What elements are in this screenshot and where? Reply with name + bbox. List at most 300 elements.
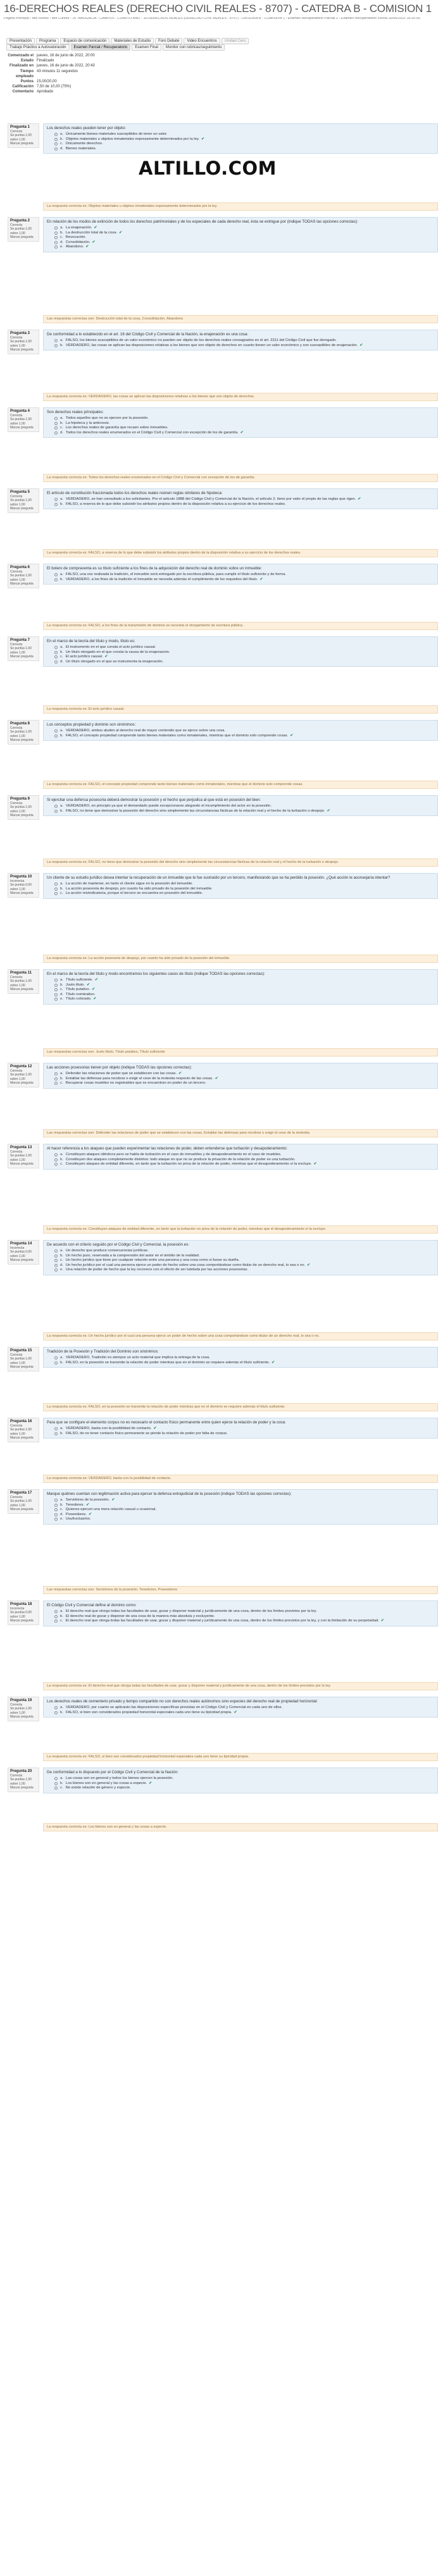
question-status: Correcta <box>10 642 23 647</box>
answer-option[interactable] <box>54 1711 431 1716</box>
radio-icon[interactable] <box>54 892 58 895</box>
option-letter: b. <box>60 502 63 506</box>
answer-option[interactable] <box>54 891 431 896</box>
answer-option[interactable] <box>54 431 431 436</box>
question-text-panel <box>43 1063 438 1089</box>
answer-option[interactable] <box>54 645 431 650</box>
flag-question-link[interactable]: Marcar pregunta <box>10 1508 34 1512</box>
answer-options <box>47 977 434 1002</box>
answer-option[interactable] <box>54 1077 431 1082</box>
question-text: Los conceptos propiedad y dominio son sinónimos: <box>47 722 136 727</box>
question-score: Se puntúa 1,00 sobre 1,00 <box>10 979 32 988</box>
radio-icon[interactable] <box>54 1782 58 1785</box>
option-letter: c. <box>60 426 63 430</box>
radio-icon[interactable] <box>54 339 58 342</box>
check-icon: ✔ <box>290 733 294 738</box>
summary-label: Comenzado el <box>8 54 34 58</box>
flag-question-link[interactable]: Marcar pregunta <box>10 582 34 586</box>
answer-option[interactable] <box>54 997 431 1002</box>
radio-icon[interactable] <box>54 888 58 891</box>
option-text: El derecho real que otorga todas las facultades de usar, gozar y disponer material y jurídicamente de una cosa, dentro de los límites previstos por la ley, y con la limitación de su perpetuidad. <box>65 1619 379 1623</box>
question-score: Se puntúa 1,00 sobre 1,00 <box>10 1499 32 1508</box>
radio-icon[interactable] <box>54 1072 58 1075</box>
question-text: El artículo de constitución fraccionada todos los derechos reales reúnen reglas similares de hipoteca: <box>47 491 223 495</box>
option-text: Objetos materiales u objetos inmateriales expresamente determinados por la ley. <box>65 137 200 141</box>
option-letter: c. <box>60 891 63 896</box>
radio-icon[interactable] <box>54 426 58 430</box>
radio-icon[interactable] <box>54 882 58 886</box>
radio-icon[interactable] <box>54 498 58 501</box>
flag-question-link[interactable]: Marcar pregunta <box>10 1786 34 1790</box>
check-icon: ✔ <box>259 577 263 581</box>
answer-option[interactable] <box>54 1258 431 1263</box>
option-letter: b. <box>60 1076 63 1081</box>
radio-icon[interactable] <box>54 1427 58 1430</box>
option-text: VERDADERO, ambos aluden al derecho real de mayor contenido que se ejerce sobre una cosa. <box>65 729 226 733</box>
flag-question-link[interactable]: Marcar pregunta <box>10 1619 34 1623</box>
radio-icon[interactable] <box>54 147 58 151</box>
radio-icon[interactable] <box>54 1082 58 1085</box>
question-info <box>8 1768 39 1792</box>
question-body <box>43 217 438 323</box>
option-text: Constituyen ataques de entidad diferente, en tanto que la turbación no priva de la relación de poder, mientras que el desapoderamiento sí la excluye. <box>65 1162 312 1167</box>
question-text: Marque quiénes cuentan con legitimación activa para ejercer la defensa extrajudicial de la posesión (indique TODAS las opciones correctas): <box>47 1492 292 1496</box>
radio-icon[interactable] <box>54 1786 58 1790</box>
flag-question-link[interactable]: Marcar pregunta <box>10 738 34 743</box>
answer-option[interactable] <box>54 502 431 507</box>
nav-tab[interactable]: Monitor con rubricas/seguimiento <box>163 44 225 51</box>
question-score: Se puntúa 0,00 sobre 1,00 <box>10 883 32 891</box>
flag-question-link[interactable]: Marcar pregunta <box>10 507 34 511</box>
radio-icon[interactable] <box>54 810 58 813</box>
question-body <box>43 795 438 867</box>
answer-option[interactable] <box>54 1619 431 1624</box>
radio-icon[interactable] <box>54 573 58 576</box>
radio-icon[interactable] <box>54 417 58 420</box>
answer-option[interactable] <box>54 147 431 152</box>
answer-option[interactable] <box>54 729 431 734</box>
radio-icon[interactable] <box>54 651 58 654</box>
question-block <box>8 488 438 557</box>
nav-tab[interactable]: Presentación <box>6 38 35 44</box>
option-letter: b. <box>60 1360 63 1365</box>
answer-option[interactable] <box>54 1517 431 1522</box>
option-letter: a. <box>60 497 63 501</box>
summary-value: 43 minutos 11 segundos <box>37 69 78 73</box>
option-letter: a. <box>60 1776 63 1780</box>
question-info <box>8 330 39 354</box>
question-score: Se puntúa 1,00 sobre 1,00 <box>10 1154 32 1162</box>
summary-row <box>6 58 133 63</box>
answer-option[interactable] <box>54 1254 431 1259</box>
radio-icon[interactable] <box>54 729 58 733</box>
radio-icon[interactable] <box>54 979 58 982</box>
radio-icon[interactable] <box>54 988 58 991</box>
radio-icon[interactable] <box>54 734 58 738</box>
radio-icon[interactable] <box>54 646 58 649</box>
question-number: Pregunta 19 <box>10 1699 32 1702</box>
answer-option[interactable] <box>54 1427 431 1432</box>
answer-option[interactable] <box>54 245 431 250</box>
answer-options <box>47 1070 434 1086</box>
answer-option[interactable] <box>54 1432 431 1437</box>
nav-tab[interactable]: Foro Debate <box>155 38 182 44</box>
answer-option[interactable] <box>54 416 431 421</box>
question-number: Pregunta 7 <box>10 638 30 642</box>
option-text: Título suficiente. <box>65 978 93 982</box>
option-text: La destrucción total de la cosa. <box>65 230 118 235</box>
question-block <box>8 217 438 323</box>
radio-icon[interactable] <box>54 344 58 347</box>
radio-icon[interactable] <box>54 1077 58 1081</box>
radio-icon[interactable] <box>54 1158 58 1161</box>
radio-icon[interactable] <box>54 1268 58 1272</box>
summary-row <box>6 89 133 94</box>
option-letter: a. <box>60 132 63 136</box>
question-number: Pregunta 1 <box>10 125 30 129</box>
question-text: En el marco de la teoría del título y modo encontramos los siguientes casos de título (indique TODAS las opciones correctas): <box>47 972 265 976</box>
flag-question-link[interactable]: Marcar pregunta <box>10 988 34 992</box>
question-body <box>43 1347 438 1411</box>
answer-option[interactable] <box>54 421 431 426</box>
option-letter: b. <box>60 343 63 347</box>
question-number: Pregunta 20 <box>10 1769 32 1773</box>
radio-icon[interactable] <box>54 998 58 1001</box>
question-number: Pregunta 15 <box>10 1349 32 1353</box>
option-text: Un derecho que produce consecuencias jurídicas. <box>65 1249 149 1253</box>
option-letter: b. <box>60 808 63 813</box>
nav-tab[interactable]: Video Encuentros <box>184 38 220 44</box>
radio-icon[interactable] <box>54 1254 58 1258</box>
answer-option[interactable] <box>54 132 431 137</box>
summary-row <box>6 69 133 79</box>
flag-question-link[interactable]: Marcar pregunta <box>10 814 34 818</box>
answer-option[interactable] <box>54 804 431 809</box>
question-info <box>8 1418 39 1442</box>
question-text-panel <box>43 720 438 741</box>
answer-option[interactable] <box>54 231 431 236</box>
option-text: El acto jurídico causal. <box>65 655 103 659</box>
answer-option[interactable] <box>54 1263 431 1268</box>
flag-question-link[interactable]: Marcar pregunta <box>10 1715 34 1719</box>
radio-icon[interactable] <box>54 422 58 425</box>
summary-value: 7,50 de 10,00 (75%) <box>37 85 72 89</box>
answer-option[interactable] <box>54 655 431 660</box>
answer-option[interactable] <box>54 1081 431 1086</box>
radio-icon[interactable] <box>54 503 58 506</box>
answer-option[interactable] <box>54 1498 431 1503</box>
check-icon: ✔ <box>92 988 96 992</box>
question-info <box>8 1697 39 1721</box>
option-letter: e. <box>60 1268 63 1272</box>
answer-option[interactable] <box>54 993 431 998</box>
check-icon: ✔ <box>313 1162 317 1167</box>
radio-icon[interactable] <box>54 431 58 435</box>
flag-question-link[interactable]: Marcar pregunta <box>10 891 34 896</box>
answer-option[interactable] <box>54 1508 431 1513</box>
correct-answer-feedback: La respuesta correcta es: VERDADERO, las cosas se aplican las disposiciones relativas a los bienes que son objeto de derechos. <box>43 393 438 401</box>
summary-row <box>6 53 133 58</box>
question-block <box>8 1768 438 1831</box>
answer-option[interactable] <box>54 887 431 892</box>
answer-option[interactable] <box>54 573 431 578</box>
answer-options <box>47 881 434 896</box>
radio-icon[interactable] <box>54 1518 58 1521</box>
option-letter: a. <box>60 645 63 649</box>
option-text: Únicamente bienes materiales susceptibles de tener un valor. <box>65 132 168 136</box>
option-letter: c. <box>60 1619 63 1623</box>
option-letter: b. <box>60 1157 63 1161</box>
answer-option[interactable] <box>54 1072 431 1077</box>
nav-tab[interactable]: Examen Final <box>132 44 161 51</box>
question-block <box>8 1418 438 1483</box>
radio-icon[interactable] <box>54 1619 58 1623</box>
answer-option[interactable] <box>54 426 431 431</box>
flag-question-link[interactable]: Marcar pregunta <box>10 1436 34 1440</box>
question-text: De conformidad a lo dispuesto por el Código Civil y Comercial de la Nación: <box>47 1770 178 1774</box>
radio-icon[interactable] <box>54 1249 58 1253</box>
option-letter: d. <box>60 992 63 996</box>
flag-question-link[interactable]: Marcar pregunta <box>10 1365 34 1370</box>
radio-icon[interactable] <box>54 241 58 244</box>
option-letter: a. <box>60 338 63 342</box>
question-info <box>8 123 39 148</box>
correct-answer-feedback: La respuesta correcta es: VERDADERO, basta con la posibilidad de contacto. <box>43 1475 438 1483</box>
answer-option[interactable] <box>54 650 431 655</box>
option-letter: b. <box>60 1710 63 1714</box>
question-score: Se puntúa 1,00 sobre 1,00 <box>10 730 32 738</box>
option-text: Título nominativo. <box>65 992 96 996</box>
flag-question-link[interactable]: Marcar pregunta <box>10 655 34 659</box>
radio-icon[interactable] <box>54 993 58 996</box>
nav-tab[interactable]: Espacio de comunicación <box>60 38 109 44</box>
answer-option[interactable] <box>54 660 431 665</box>
radio-icon[interactable] <box>54 1153 58 1156</box>
question-block <box>8 969 438 1056</box>
check-icon: ✔ <box>178 1072 182 1075</box>
answer-option[interactable] <box>54 1776 431 1781</box>
option-text: Todos los derechos reales enumerados en el Código Civil y Comercial con excepción de los de garantía. <box>65 430 239 435</box>
answer-option[interactable] <box>54 1706 431 1711</box>
radio-icon[interactable] <box>54 138 58 141</box>
radio-icon[interactable] <box>54 1361 58 1365</box>
question-status: Correcta <box>10 413 23 418</box>
option-text: VERDADERO, se han consultado a los solicitantes. Por el articulo 1888 del Código Civil y Comercial de la Nación, el artículo 2. tiene por valor el propio de las reglas que rigen. <box>65 497 356 501</box>
answer-option[interactable] <box>54 578 431 583</box>
correct-answer-feedback: Las respuestas correctas son: Justo título, Título putativo, Título suficiente <box>43 1048 438 1056</box>
radio-icon[interactable] <box>54 655 58 659</box>
radio-icon[interactable] <box>54 1610 58 1613</box>
summary-row <box>6 84 133 89</box>
question-info <box>8 1601 39 1625</box>
radio-icon[interactable] <box>54 1615 58 1618</box>
flag-question-link[interactable]: Marcar pregunta <box>10 426 34 430</box>
option-text: FALSO, no tiene que demostrar la posesión del derecho sino simplemente las circunstancias fácticas de la relación real y el hecho de la turbación o despojo. <box>65 808 325 813</box>
answer-option[interactable] <box>54 1361 431 1366</box>
question-text: Los derechos reales pueden tener por objeto: <box>47 126 126 130</box>
answer-option[interactable] <box>54 137 431 142</box>
question-number: Pregunta 5 <box>10 490 30 494</box>
answer-option[interactable] <box>54 142 431 147</box>
question-block <box>8 1063 438 1137</box>
radio-icon[interactable] <box>54 805 58 808</box>
answer-option[interactable] <box>54 1268 431 1273</box>
check-icon: ✔ <box>327 808 330 813</box>
answer-option[interactable] <box>54 1503 431 1508</box>
answer-options <box>47 1425 434 1436</box>
answer-options <box>47 571 434 582</box>
summary-label: Puntos <box>20 80 34 84</box>
option-text: El derecho real que otorga todas las facultades de usar, gozar y disponer material y jurídicamente de una cosa, dentro de los límites previstos por la ley. <box>65 1609 317 1613</box>
check-icon: ✔ <box>271 1360 275 1365</box>
nav-tab[interactable]: Unidad Cero <box>222 38 249 44</box>
question-number: Pregunta 13 <box>10 1146 32 1149</box>
radio-icon[interactable] <box>54 1264 58 1267</box>
question-body <box>43 1601 438 1690</box>
question-info <box>8 488 39 513</box>
answer-option[interactable] <box>54 734 431 739</box>
nav-tab[interactable]: Materiales de Estudio <box>111 38 154 44</box>
option-letter: b. <box>60 886 63 891</box>
radio-icon[interactable] <box>54 1356 58 1359</box>
flag-question-link[interactable]: Marcar pregunta <box>10 1258 34 1263</box>
radio-icon[interactable] <box>54 984 58 987</box>
question-score: Se puntúa 1,00 sobre 1,00 <box>10 1428 32 1436</box>
question-status: Correcta <box>10 1149 23 1154</box>
answer-option[interactable] <box>54 1781 431 1786</box>
option-letter: a. <box>60 1356 63 1359</box>
option-letter: a. <box>60 1249 63 1253</box>
answer-option[interactable] <box>54 1162 431 1167</box>
radio-icon[interactable] <box>54 1504 58 1507</box>
option-text: Un título otorgado en el que se instrumenta la enajenación. <box>65 659 164 664</box>
question-number: Pregunta 10 <box>10 875 32 879</box>
question-text: Los derechos reales de cementerio privado y tiempo compartido no son derechos reales autónomos sino especies del derecho real de propiedad horizontal: <box>47 1699 318 1704</box>
radio-icon[interactable] <box>54 142 58 146</box>
answer-option[interactable] <box>54 988 431 993</box>
answer-option[interactable] <box>54 235 431 240</box>
answer-option[interactable] <box>54 1158 431 1163</box>
flag-question-link[interactable]: Marcar pregunta <box>10 235 34 240</box>
question-text-panel <box>43 795 438 816</box>
answer-option[interactable] <box>54 1786 431 1791</box>
answer-option[interactable] <box>54 1356 431 1361</box>
option-letter: c. <box>60 655 63 659</box>
radio-icon[interactable] <box>54 236 58 239</box>
answer-option[interactable] <box>54 240 431 245</box>
question-status: Correcta <box>10 494 23 498</box>
question-text-panel <box>43 1144 438 1170</box>
option-letter: b. <box>60 982 63 987</box>
radio-icon[interactable] <box>54 1777 58 1780</box>
option-letter: a. <box>60 978 63 982</box>
option-letter: b. <box>60 230 63 235</box>
nav-tab[interactable]: Programa <box>36 38 59 44</box>
question-body <box>43 407 438 482</box>
answer-option[interactable] <box>54 1153 431 1158</box>
answer-option[interactable] <box>54 882 431 887</box>
question-score: Se puntúa 0,00 sobre 1,00 <box>10 1611 32 1619</box>
option-text: Revocación. <box>65 235 87 240</box>
radio-icon[interactable] <box>54 232 58 235</box>
option-letter: c. <box>60 142 63 146</box>
question-info <box>8 636 39 661</box>
check-icon: ✔ <box>86 1502 90 1507</box>
answer-options <box>47 1248 434 1273</box>
radio-icon[interactable] <box>54 1163 58 1166</box>
answer-option[interactable] <box>54 338 431 344</box>
option-text: Los derechos reales de garantía que recaen sobre inmuebles. <box>65 426 168 430</box>
correct-answer-feedback: La respuesta correcta es: FALSO, a los fines de la transmisión de dominio se necesita el otorgamiento de escritura pública. <box>43 622 438 630</box>
question-block <box>8 636 438 714</box>
radio-icon[interactable] <box>54 660 58 664</box>
question-text: De acuerdo con el criterio seguido por el Código Civil y Comercial, la posesión es: <box>47 1242 189 1247</box>
breadcrumb[interactable]: Página Principal › Mis cursos › Mis Cursos › 16 -ABOGACÍA - CAMPUS - CUARTO AÑO - 16-DERECHOS REALES (DERECHO CIVIL REALES - 8707) - CATEDRA B - COMISION 1 › Examen Recuperatorio Parcial 2 › Examen Recuperatorio Fecha 16/06/2022 16:20:00 <box>4 17 420 20</box>
question-body <box>43 564 438 630</box>
answer-option[interactable] <box>54 344 431 349</box>
option-letter: e. <box>60 245 63 249</box>
radio-icon[interactable] <box>54 578 58 581</box>
correct-answer-feedback: Las respuestas correctas son: Defender las relaciones de poder que se establecen con las cosas, Entablar las defensas para recobrar o exigir el cese de la molestia. <box>43 1129 438 1137</box>
answer-option[interactable] <box>54 809 431 814</box>
flag-question-link[interactable]: Marcar pregunta <box>10 348 34 352</box>
radio-icon[interactable] <box>54 1711 58 1714</box>
radio-icon[interactable] <box>54 245 58 249</box>
answer-option[interactable] <box>54 1513 431 1518</box>
option-letter: e. <box>60 997 63 1001</box>
nav-tab[interactable]: Trabajo Práctico a Autovaloración <box>6 44 70 51</box>
answer-option[interactable] <box>54 978 431 983</box>
question-number: Pregunta 16 <box>10 1420 32 1423</box>
answer-options <box>47 728 434 738</box>
radio-icon[interactable] <box>54 1706 58 1709</box>
correct-answer-feedback: La respuesta correcta es: FALSO, en la posesión se transmite la relación de poder mientras que en el dominio se requiere además el título suficiente. <box>43 1403 438 1411</box>
option-letter: b. <box>60 577 63 581</box>
page-title: 16-DERECHOS REALES (DERECHO CIVIL REALES - 8707) - CATEDRA B - COMISION 1 <box>4 3 432 15</box>
check-icon: ✔ <box>104 655 108 659</box>
radio-icon[interactable] <box>54 1508 58 1511</box>
question-text: Las acciones posesorias tienen por objeto (indique TODAS las opciones correctas): <box>47 1065 192 1070</box>
flag-question-link[interactable]: Marcar pregunta <box>10 1081 34 1086</box>
option-letter: a. <box>60 416 63 420</box>
answer-option[interactable] <box>54 226 431 231</box>
check-icon: ✔ <box>93 997 97 1001</box>
radio-icon[interactable] <box>54 226 58 230</box>
question-body <box>43 488 438 557</box>
flag-question-link[interactable]: Marcar pregunta <box>10 142 34 146</box>
check-icon: ✔ <box>359 343 363 347</box>
radio-icon[interactable] <box>54 133 58 136</box>
radio-icon[interactable] <box>54 1259 58 1262</box>
nav-tab[interactable]: Examen Parcial / Recuperatorio <box>71 44 131 51</box>
flag-question-link[interactable]: Marcar pregunta <box>10 1162 34 1167</box>
answer-option[interactable] <box>54 983 431 988</box>
answer-option[interactable] <box>54 1609 431 1614</box>
answer-option[interactable] <box>54 1614 431 1619</box>
question-number: Pregunta 9 <box>10 797 30 801</box>
radio-icon[interactable] <box>54 1432 58 1435</box>
option-text: FALSO, en la posesión se transmite la relación de poder mientras que en el dominio se requiere además el título suficiente. <box>65 1360 270 1365</box>
answer-option[interactable] <box>54 497 431 502</box>
question-block <box>8 1601 438 1690</box>
radio-icon[interactable] <box>54 1513 58 1516</box>
question-text-panel <box>43 123 438 154</box>
radio-icon[interactable] <box>54 1499 58 1502</box>
option-letter: b. <box>60 733 63 738</box>
question-block <box>8 330 438 401</box>
answer-option[interactable] <box>54 1249 431 1254</box>
question-info <box>8 873 39 898</box>
